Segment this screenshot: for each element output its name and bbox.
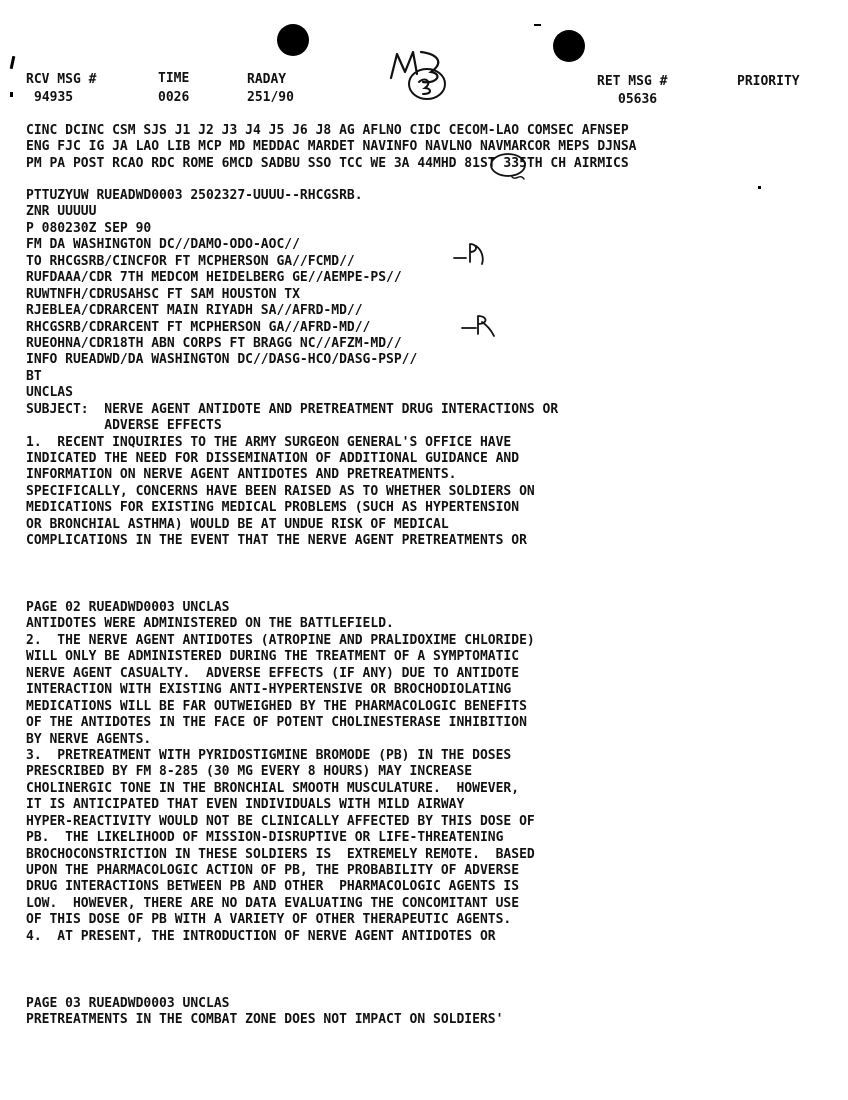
margin-mark — [534, 24, 541, 26]
body-line: UPON THE PHARMACOLOGIC ACTION OF PB, THE PROBABILITY OF ADVERSE — [26, 863, 520, 878]
raday-value: 251/90 — [247, 90, 294, 105]
routing-line: PTTUZYUW RUEADWD0003 2502327-UUUU--RHCGSRB. — [26, 188, 363, 203]
body-line: CHOLINERGIC TONE IN THE BRONCHIAL SMOOTH MUSCULATURE. HOWEVER, — [26, 780, 520, 796]
body-line: OR BRONCHIAL ASTHMA) WOULD BE AT UNDUE RISK OF MEDICAL — [26, 516, 449, 532]
margin-mark — [10, 92, 13, 97]
body-line: DRUG INTERACTIONS BETWEEN PB AND OTHER PHARMACOLOGIC AGENTS IS — [26, 879, 520, 895]
page-header: PAGE 02 RUEADWD0003 UNCLAS — [26, 600, 230, 615]
punch-hole-left — [277, 24, 309, 56]
priority-label: PRIORITY — [737, 74, 800, 89]
distribution-line: ENG FJC IG JA LAO LIB MCP MD MEDDAC MARDET NAVINFO NAVLNO NAVMARCOR MEPS DJNSA — [26, 139, 637, 155]
addressee-line: RHCGSRB/CDRARCENT FT MCPHERSON GA//AFRD-MD// — [26, 319, 371, 335]
distribution-list — [26, 123, 636, 172]
break-line: BT — [26, 368, 42, 384]
body-line: WILL ONLY BE ADMINISTERED DURING THE TREATMENT OF A SYMPTOMATIC — [26, 649, 520, 665]
rcv-msg-value: 94935 — [34, 90, 74, 105]
raday-label: RADAY — [247, 72, 287, 87]
body-line: MEDICATIONS WILL BE FAR OUTWEIGHED BY THE PHARMACOLOGIC BENEFITS — [26, 698, 527, 714]
distribution-line: CINC DCINC CSM SJS J1 J2 J3 J4 J5 J6 J8 AG AFLNO CIDC CECOM-LAO COMSEC AFNSEP — [26, 123, 629, 138]
message-body-page-2 — [26, 600, 535, 945]
time-value: 0026 — [158, 90, 190, 105]
subject-line: SUBJECT: NERVE AGENT ANTIDOTE AND PRETREATMENT DRUG INTERACTIONS OR — [26, 401, 559, 417]
rcv-msg-label: RCV MSG # — [26, 72, 97, 87]
to-line: TO RHCGSRB/CINCFOR FT MCPHERSON GA//FCMD// — [26, 253, 355, 269]
circled-annotation — [486, 151, 534, 185]
body-line: 1. RECENT INQUIRIES TO THE ARMY SURGEON GENERAL'S OFFICE HAVE — [26, 434, 512, 450]
time-label: TIME — [158, 71, 190, 86]
body-line: BY NERVE AGENTS. — [26, 731, 152, 747]
body-line: ANTIDOTES WERE ADMINISTERED ON THE BATTLEFIELD. — [26, 616, 394, 632]
from-line: FM DA WASHINGTON DC//DAMO-ODO-AOC// — [26, 237, 300, 253]
body-line: HYPER-REACTIVITY WOULD NOT BE CLINICALLY AFFECTED BY THIS DOSE OF — [26, 813, 535, 829]
margin-mark — [10, 56, 16, 69]
addressee-line: RUFDAAA/CDR 7TH MEDCOM HEIDELBERG GE//AEMPE-PS// — [26, 270, 402, 286]
addressee-line: RJEBLEA/CDRARCENT MAIN RIYADH SA//AFRD-MD// — [26, 303, 363, 319]
handwritten-initial-mark — [460, 312, 500, 340]
body-line: NERVE AGENT CASUALTY. ADVERSE EFFECTS (IF ANY) DUE TO ANTIDOTE — [26, 665, 520, 681]
message-body-page-3 — [26, 996, 503, 1029]
body-line: PB. THE LIKELIHOOD OF MISSION-DISRUPTIVE OR LIFE-THREATENING — [26, 830, 504, 846]
body-line: 3. PRETREATMENT WITH PYRIDOSTIGMINE BROMODE (PB) IN THE DOSES — [26, 747, 512, 763]
body-line: IT IS ANTICIPATED THAT EVEN INDIVIDUALS WITH MILD AIRWAY — [26, 797, 465, 813]
body-line: COMPLICATIONS IN THE EVENT THAT THE NERVE AGENT PRETREATMENTS OR — [26, 533, 527, 549]
page-header: PAGE 03 RUEADWD0003 UNCLAS — [26, 996, 230, 1011]
ret-msg-value: 05636 — [618, 92, 658, 107]
date-time-group: P 080230Z SEP 90 — [26, 220, 152, 236]
body-line: PRESCRIBED BY FM 8-285 (30 MG EVERY 8 HOURS) MAY INCREASE — [26, 764, 473, 780]
body-line: OF THIS DOSE OF PB WITH A VARIETY OF OTHER THERAPEUTIC AGENTS. — [26, 912, 512, 928]
distribution-line: PM PA POST RCAO RDC ROME 6MCD SADBU SSO TCC WE 3A 44MHD 81ST 335TH CH AIRMICS — [26, 155, 629, 171]
subject-line: ADVERSE EFFECTS — [26, 418, 222, 434]
body-line: PRETREATMENTS IN THE COMBAT ZONE DOES NOT IMPACT ON SOLDIERS' — [26, 1012, 504, 1028]
punch-hole-right — [553, 30, 585, 62]
body-line: 4. AT PRESENT, THE INTRODUCTION OF NERVE AGENT ANTIDOTES OR — [26, 928, 496, 944]
routing-line: ZNR UUUUU — [26, 204, 97, 220]
body-line: INFORMATION ON NERVE AGENT ANTIDOTES AND PRETREATMENTS. — [26, 467, 457, 483]
body-line: OF THE ANTIDOTES IN THE FACE OF POTENT CHOLINESTERASE INHIBITION — [26, 715, 527, 731]
margin-mark — [758, 186, 761, 189]
body-line: SPECIFICALLY, CONCERNS HAVE BEEN RAISED AS TO WHETHER SOLDIERS ON — [26, 483, 535, 499]
ret-msg-label: RET MSG # — [597, 74, 668, 89]
classification-line: UNCLAS — [26, 385, 73, 401]
body-line: 2. THE NERVE AGENT ANTIDOTES (ATROPINE AND PRALIDOXIME CHLORIDE) — [26, 632, 535, 648]
handwritten-initials — [385, 44, 465, 104]
body-line: INTERACTION WITH EXISTING ANTI-HYPERTENSIVE OR BROCHODIOLATING — [26, 682, 512, 698]
body-line: MEDICATIONS FOR EXISTING MEDICAL PROBLEMS (SUCH AS HYPERTENSION — [26, 500, 520, 516]
body-line: BROCHOCONSTRICTION IN THESE SOLDIERS IS EXTREMELY REMOTE. BASED — [26, 846, 535, 862]
body-line: INDICATED THE NEED FOR DISSEMINATION OF ADDITIONAL GUIDANCE AND — [26, 451, 520, 466]
info-line: INFO RUEADWD/DA WASHINGTON DC//DASG-HCO/DASG-PSP// — [26, 352, 418, 368]
body-line: LOW. HOWEVER, THERE ARE NO DATA EVALUATING THE CONCOMITANT USE — [26, 895, 520, 911]
addressee-line: RUEOHNA/CDR18TH ABN CORPS FT BRAGG NC//AFZM-MD// — [26, 335, 402, 351]
handwritten-initial-mark — [452, 240, 492, 268]
addressee-line: RUWTNFH/CDRUSAHSC FT SAM HOUSTON TX — [26, 286, 300, 302]
